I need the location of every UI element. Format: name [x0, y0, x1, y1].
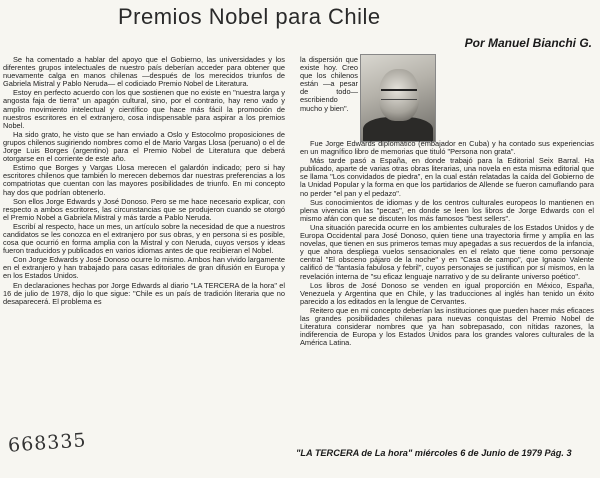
- newspaper-source-line: "LA TERCERA de La hora" miércoles 6 de Junio de 1979 Pág. 3: [296, 448, 572, 458]
- paragraph: Se ha comentado a hablar del apoyo que el Gobierno, las universidades y los diferentes grupos intelectuales de nuestro país deberían acceder para obtener que nuevamente calga en manos chilenas —después de los merecidos triunfos de Gabriela Mistral y Pablo Neruda— el codiciado Premio Nobel de Literatura.: [3, 55, 285, 89]
- paragraph: Ha sido grato, he visto que se han enviado a Oslo y Estocolmo proposiciones de grupos chilenos sugiriendo nombres como el de Mario Vargas Llosa (peruano) o el de Jorge Luis Borges (argentino) para el Premio Nobel de Literatura que deberá otorgarse en el corriente de este año.: [3, 129, 285, 164]
- paragraph: Escribí al respecto, hace un mes, un artículo sobre la necesidad de que a nuestros candidatos se les conozca en el extranjero por sus obras, y en persona si es posible, cosa que ocurrió en forma amplia con la Mistral y con Neruda, cuyos versos y ideas fueron traducidos y publicados en varios idiomas antes de que recibieran el Nobel.: [3, 221, 285, 256]
- paragraph: Más tarde pasó a España, en donde trabajó para la Editorial Seix Barral. Ha publicado, aparte de varias otras obras literarias, una novela en esta misma editorial que se llama "Los convidados de piedra", en la cual están relatadas la caída del Gobierno de la Unidad Popular y la forma en que los partidarios de Allende se fueron camuflando para no perder "el pan y el pedazo".: [300, 156, 594, 198]
- paragraph: Con Jorge Edwards y José Donoso ocurre lo mismo. Ambos han vivido largamente en el extranjero y han trabajado para casas editoriales de gran difusión en Europa y en los Estados Unidos.: [3, 255, 285, 281]
- paragraph: Reitero que en mi concepto deberían las instituciones que pueden hacer más eficaces las grandes posibilidades chilenas para nuevas conquistas del Premio Nobel de Literatura considerar nombres que ya han sobrepasado, con nítidas razones, la indiferencia de Europa y los Estados Unidos para los grandes valores culturales de la América Latina.: [300, 305, 594, 348]
- paragraph: Los libros de José Donoso se venden en igual proporción en México, España, Venezuela y Argentina que en Chile, y las traducciones al inglés han tenido un éxito parecido a los editados en la lengue de Cervantes.: [300, 280, 594, 306]
- article-left-column: [3, 56, 285, 307]
- article-right-column: [300, 140, 594, 348]
- paragraph: la dispersión que existe hoy. Creo que los chilenos están —a pesar de todo— escribiendo mucho y bien".: [300, 55, 358, 113]
- paragraph: Una situación parecida ocurre en los ambientes culturales de los Estados Unidos y de Europa Occidental para José Donoso, quien tiene una trayectoria firme y amplia en las novelas, que tienen en sus primeros temas muy apegadas a sus recuerdos de la infancia, y que ahora despliega vuelos sensacionales en el relato que tiene como personaje central "El obsceno pájaro de la noche" y en "Casa de campo", que Ignacio Valente calificó de "fantasía fabulosa y febril", cuyos personajes se justifican por sí mismos, en la revelación interna de "su eficaz lenguaje narrativo y de su delirante universo poético".: [300, 222, 594, 281]
- article-right-column-top: [300, 56, 358, 114]
- article-byline: Por Manuel Bianchi G.: [464, 36, 592, 50]
- handwritten-catalog-number: 668335: [7, 429, 88, 457]
- paragraph: Sus conocimientos de idiomas y de los centros culturales europeos lo mantienen en plena vivencia en las "pecas", en donde se leen los libros de Jorge Edwards con el mismo afán con que se discuten los más famosos "best sellers".: [300, 197, 594, 223]
- paragraph: Son ellos Jorge Edwards y José Donoso. Pero se me hace necesario explicar, con respecto a ambos escritores, las circunstancias que se produjeron cuando se otorgó el Premio Nobel a Gabriela Mistral y más tarde a Pablo Neruda.: [3, 196, 285, 222]
- photo-glasses: [381, 89, 417, 100]
- paragraph: Fue Jorge Edwards diplomático (embajador en Cuba) y ha contado sus experiencias en un magnífico libro de memorias que tituló "Persona non grata".: [300, 139, 594, 157]
- paragraph: En declaraciones hechas por Jorge Edwards al diario "LA TERCERA de la hora" el 16 de julio de 1978, dijo lo que sigue: "Chile es un país de tradición literaria que no desaparecerá. El problema es: [3, 280, 285, 306]
- article-title: Premios Nobel para Chile: [118, 4, 381, 29]
- paragraph: Estoy en perfecto acuerdo con los que sostienen que no existe en "nuestra larga y angosta faja de tierra" un apagón cultural, sino, por el contrario, hay reno vado y amplio movimiento intelectual y científico que hace más fácil la promoción de nuestros escritores en el extranjero, cosa indispensable para aspirar a los premios Nobel.: [3, 88, 285, 130]
- author-photo: [360, 54, 436, 142]
- paragraph: Estimo que Borges y Vargas Llosa merecen el galardón indicado; pero si hay escritores chilenos que también lo merecen debemos dar nuestras preferencias a los compatriotas que cuentan con las mayores posibilidades de triunfo. En mi concepto hay dos que podrían obtenerlo.: [3, 163, 285, 197]
